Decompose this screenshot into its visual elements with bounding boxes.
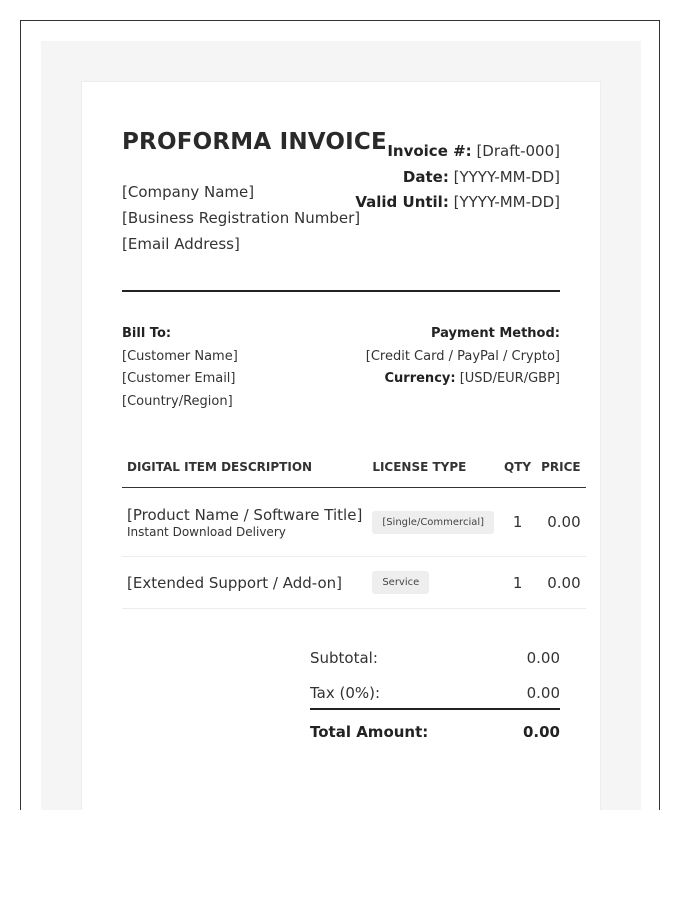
- invoice-number-label: Invoice #:: [387, 142, 472, 160]
- currency-label: Currency:: [384, 371, 456, 386]
- col-price: PRICE: [536, 456, 586, 488]
- item-description: [122, 488, 367, 557]
- table-header-row: [122, 456, 586, 488]
- document-frame: [20, 20, 660, 810]
- item-subtext: Instant Download Delivery: [127, 524, 286, 539]
- invoice-date: [355, 165, 560, 191]
- total-row: [310, 723, 560, 741]
- currency-value: [USD/EUR/GBP]: [459, 371, 560, 386]
- total-label: Total Amount:: [310, 723, 429, 741]
- license-badge: Service: [372, 571, 429, 594]
- valid-until-label: Valid Until:: [355, 193, 449, 211]
- payment-block: [366, 323, 560, 391]
- item-description: [122, 557, 367, 609]
- tax-label: Tax (0%):: [310, 684, 381, 702]
- item-qty: 1: [499, 557, 536, 609]
- subtotal-row: [310, 644, 560, 679]
- invoice-title: PROFORMA INVOICE: [122, 129, 387, 155]
- item-qty: 1: [499, 488, 536, 557]
- invoice-number: [355, 139, 560, 165]
- bill-to-block: [122, 323, 238, 413]
- bill-to-heading: Bill To:: [122, 326, 172, 341]
- col-license: LICENSE TYPE: [367, 456, 499, 488]
- currency-line: [366, 368, 560, 391]
- subtotal-value: 0.00: [526, 649, 560, 667]
- item-price: 0.00: [536, 488, 586, 557]
- invoice-date-label: Date:: [402, 167, 449, 186]
- payment-method-label: Payment Method:: [430, 326, 560, 341]
- company-name: [Company Name]: [122, 183, 255, 201]
- invoice-number-value: [Draft-000]: [476, 142, 560, 160]
- table-row: [122, 488, 586, 557]
- company-email: [Email Address]: [122, 235, 240, 253]
- payment-method-value: [Credit Card / PayPal / Crypto]: [365, 348, 560, 364]
- item-license-cell: [367, 557, 499, 609]
- table-row: [122, 557, 586, 609]
- invoice-meta: [355, 139, 560, 216]
- valid-until-value: [YYYY-MM-DD]: [453, 193, 560, 211]
- col-qty: QTY: [499, 456, 536, 488]
- item-name: [Product Name / Software Title]: [127, 505, 363, 524]
- subtotal-label: Subtotal:: [310, 649, 378, 667]
- totals-divider: [310, 708, 560, 710]
- item-license-cell: [367, 488, 499, 557]
- invoice-date-value: [YYYY-MM-DD]: [453, 167, 560, 186]
- col-description: DIGITAL ITEM DESCRIPTION: [122, 456, 367, 488]
- customer-email: [Customer Email]: [122, 371, 236, 386]
- license-badge: [Single/Commercial]: [372, 511, 494, 534]
- invoice-sheet: [81, 81, 601, 810]
- page-background: [41, 41, 641, 810]
- item-name: [Extended Support / Add-on]: [127, 573, 343, 592]
- header-divider: [122, 290, 560, 292]
- company-info: [122, 179, 360, 257]
- items-table: [122, 456, 586, 609]
- customer-name: [Customer Name]: [122, 348, 238, 364]
- tax-value: 0.00: [526, 684, 560, 702]
- tax-row: [310, 679, 560, 707]
- total-value: 0.00: [522, 723, 560, 741]
- company-registration: [Business Registration Number]: [122, 209, 361, 227]
- customer-country: [Country/Region]: [122, 393, 233, 409]
- item-price: 0.00: [536, 557, 586, 609]
- totals-block: [310, 644, 560, 741]
- invoice-valid-until: [355, 190, 560, 216]
